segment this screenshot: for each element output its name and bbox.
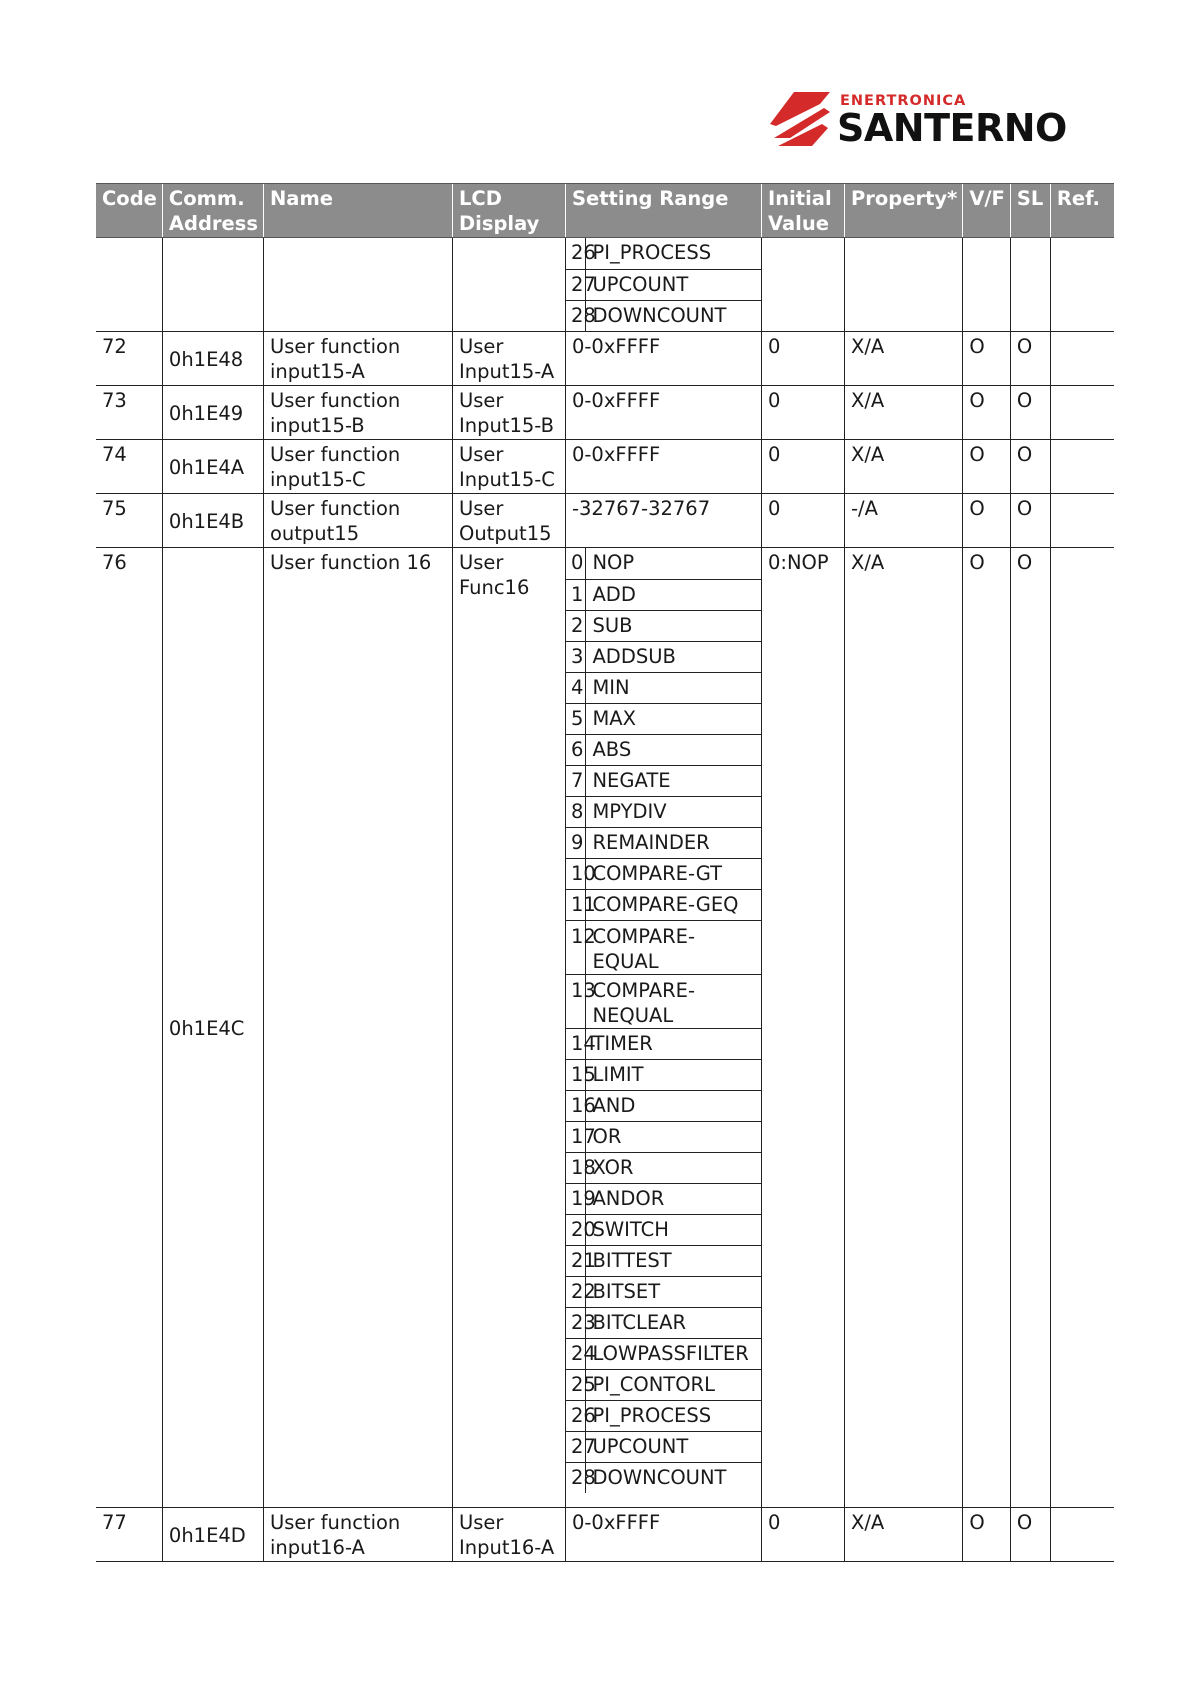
option-label: NOP [586,548,761,579]
address-cell: 0h1E48 [162,332,263,386]
option-number: 1 [566,579,586,610]
ref-cell [1050,494,1114,548]
option-row [566,796,761,827]
lcd-cell: User Input15-B [452,386,565,440]
option-row [566,765,761,796]
option-number: 10 [566,858,586,889]
option-row [566,1307,761,1338]
option-label: BITCLEAR [586,1307,761,1338]
address-cell: 0h1E49 [162,386,263,440]
address-cell: 0h1E4D [162,1508,263,1562]
option-label: REMAINDER [586,827,761,858]
sl-cell: O [1010,548,1050,1508]
vf-cell: O [963,386,1011,440]
option-number: 2 [566,610,586,641]
property-cell: X/A [844,548,962,1508]
address-cell: 0h1E4C [162,548,263,1508]
option-number: 3 [566,641,586,672]
option-number: 6 [566,734,586,765]
option-number: 25 [566,1369,586,1400]
lcd-cell: User Input15-C [452,440,565,494]
option-label: DOWNCOUNT [592,1465,727,1489]
option-number: 12 [566,920,586,974]
option-label: BITSET [586,1276,761,1307]
lcd-cell: User Input16-A [452,1508,565,1562]
name-cell: User function input15-B [263,386,452,440]
initial-cell: 0 [761,1508,844,1562]
sl-cell: O [1010,332,1050,386]
address-cell: 0h1E4A [162,440,263,494]
option-label: XOR [586,1152,761,1183]
vf-cell: O [963,1508,1011,1562]
sl-cell: O [1010,440,1050,494]
option-label: COMPARE-GT [586,858,761,889]
column-header: V/F [963,184,1011,238]
option-number: 21 [566,1245,586,1276]
santerno-logo [764,88,1076,152]
option-label: SWITCH [586,1214,761,1245]
column-header: Name [263,184,452,238]
name-cell: User function 16 [263,548,452,1508]
range-cell: 0-0xFFFF [565,440,761,494]
code-cell: 74 [96,440,162,494]
option-row [566,1214,761,1245]
range-cell: 0-0xFFFF [565,1508,761,1562]
option-number: 15 [566,1059,586,1090]
option-number: 0 [566,548,586,579]
initial-cell: 0 [761,440,844,494]
option-label: LIMIT [586,1059,761,1090]
sl-cell: O [1010,386,1050,440]
option-number: 28 [566,300,586,331]
initial-cell: 0 [761,494,844,548]
option-row [566,974,761,1028]
option-row [566,827,761,858]
option-row [566,858,761,889]
name-cell: User function input16-A [263,1508,452,1562]
option-label: NEGATE [586,765,761,796]
option-label: BITTEST [586,1245,761,1276]
option-row [566,269,761,300]
initial-cell: 0 [761,386,844,440]
option-label: TIMER [586,1028,761,1059]
option-row [566,1338,761,1369]
option-label: MIN [586,672,761,703]
option-label: PI_PROCESS [586,1400,761,1431]
column-header: LCD Display [452,184,565,238]
option-row [566,703,761,734]
option-number: 4 [566,672,586,703]
lcd-cell: User Func16 [452,548,565,1508]
option-label: MAX [586,703,761,734]
option-row [566,238,761,269]
option-label: ADDSUB [586,641,761,672]
ref-cell [1050,386,1114,440]
lcd-cell: User Output15 [452,494,565,548]
option-label: UPCOUNT [586,1431,761,1462]
table-row [96,238,1114,332]
address-cell: 0h1E4B [162,494,263,548]
option-number: 9 [566,827,586,858]
logo-brand-main: SANTERNO [837,106,1067,150]
code-cell: 73 [96,386,162,440]
option-number: 23 [566,1307,586,1338]
option-number: 13 [566,974,586,1028]
option-row [566,1400,761,1431]
table-header [96,184,1114,238]
option-row [566,641,761,672]
option-row [566,734,761,765]
option-label: ABS [586,734,761,765]
table-row [96,440,1114,494]
logo-brand-top: ENERTRONICA [840,93,967,109]
option-label: DOWNCOUNT [592,303,727,327]
table-row [96,548,1114,1508]
option-number: 27 [566,269,586,300]
column-header: Code [96,184,162,238]
option-row [566,610,761,641]
option-number: 26 [566,1400,586,1431]
code-cell: 77 [96,1508,162,1562]
option-row [566,672,761,703]
ref-cell [1050,332,1114,386]
option-number: 20 [566,1214,586,1245]
option-label: PI_PROCESS [586,238,761,269]
table-row [96,1508,1114,1562]
vf-cell: O [963,440,1011,494]
option-row [566,1059,761,1090]
logo-mark-icon [764,88,838,152]
option-row [566,1462,761,1493]
option-label: ADD [586,579,761,610]
parameter-table [96,183,1114,1562]
option-row [566,920,761,974]
table-row [96,332,1114,386]
option-number: 18 [566,1152,586,1183]
column-header: Ref. [1050,184,1114,238]
property-cell: X/A [844,332,962,386]
table-row [96,386,1114,440]
name-cell: User function output15 [263,494,452,548]
option-label: OR [586,1121,761,1152]
option-label: PI_CONTORL [586,1369,761,1400]
setting-range-options [565,548,761,1508]
option-number: 16 [566,1090,586,1121]
option-number: 28 [566,1462,586,1493]
property-cell: -/A [844,494,962,548]
ref-cell [1050,1508,1114,1562]
option-row [566,300,761,331]
lcd-cell: User Input15-A [452,332,565,386]
option-number: 11 [566,889,586,920]
option-row [566,1369,761,1400]
property-cell: X/A [844,1508,962,1562]
option-number: 5 [566,703,586,734]
option-number: 8 [566,796,586,827]
option-label: UPCOUNT [586,269,761,300]
name-cell: User function input15-C [263,440,452,494]
option-number: 19 [566,1183,586,1214]
range-cell: 0-0xFFFF [565,332,761,386]
vf-cell: O [963,548,1011,1508]
option-label: LOWPASSFILTER [586,1338,761,1369]
option-label: AND [586,1090,761,1121]
option-number: 27 [566,1431,586,1462]
range-cell: 0-0xFFFF [565,386,761,440]
option-row [566,1245,761,1276]
option-row [566,1090,761,1121]
option-number: 24 [566,1338,586,1369]
sl-cell: O [1010,1508,1050,1562]
vf-cell: O [963,494,1011,548]
option-number: 7 [566,765,586,796]
column-header: Initial Value [761,184,844,238]
option-number: 14 [566,1028,586,1059]
option-row [566,548,761,579]
initial-cell: 0:NOP [761,548,844,1508]
option-row [566,1152,761,1183]
option-row [566,1431,761,1462]
option-label: COMPARE- NEQUAL [586,974,761,1028]
code-cell: 75 [96,494,162,548]
code-cell: 72 [96,332,162,386]
option-row [566,889,761,920]
option-row [566,1276,761,1307]
name-cell: User function input15-A [263,332,452,386]
property-cell: X/A [844,440,962,494]
setting-range-options [565,238,761,332]
initial-cell: 0 [761,332,844,386]
column-header: SL [1010,184,1050,238]
column-header: Property* [844,184,962,238]
option-row [566,1121,761,1152]
column-header: Setting Range [565,184,761,238]
option-label: COMPARE-GEQ [586,889,761,920]
option-number: 22 [566,1276,586,1307]
vf-cell: O [963,332,1011,386]
ref-cell [1050,440,1114,494]
property-cell: X/A [844,386,962,440]
option-label: ANDOR [586,1183,761,1214]
code-cell: 76 [96,548,162,1508]
option-row [566,1028,761,1059]
option-label: SUB [586,610,761,641]
column-header: Comm. Address [162,184,263,238]
range-cell: -32767-32767 [565,494,761,548]
table-row [96,494,1114,548]
option-label: COMPARE- EQUAL [586,920,761,974]
ref-cell [1050,548,1114,1508]
option-number: 17 [566,1121,586,1152]
option-number: 26 [566,238,586,269]
option-row [566,579,761,610]
sl-cell: O [1010,494,1050,548]
option-row [566,1183,761,1214]
option-label: MPYDIV [586,796,761,827]
